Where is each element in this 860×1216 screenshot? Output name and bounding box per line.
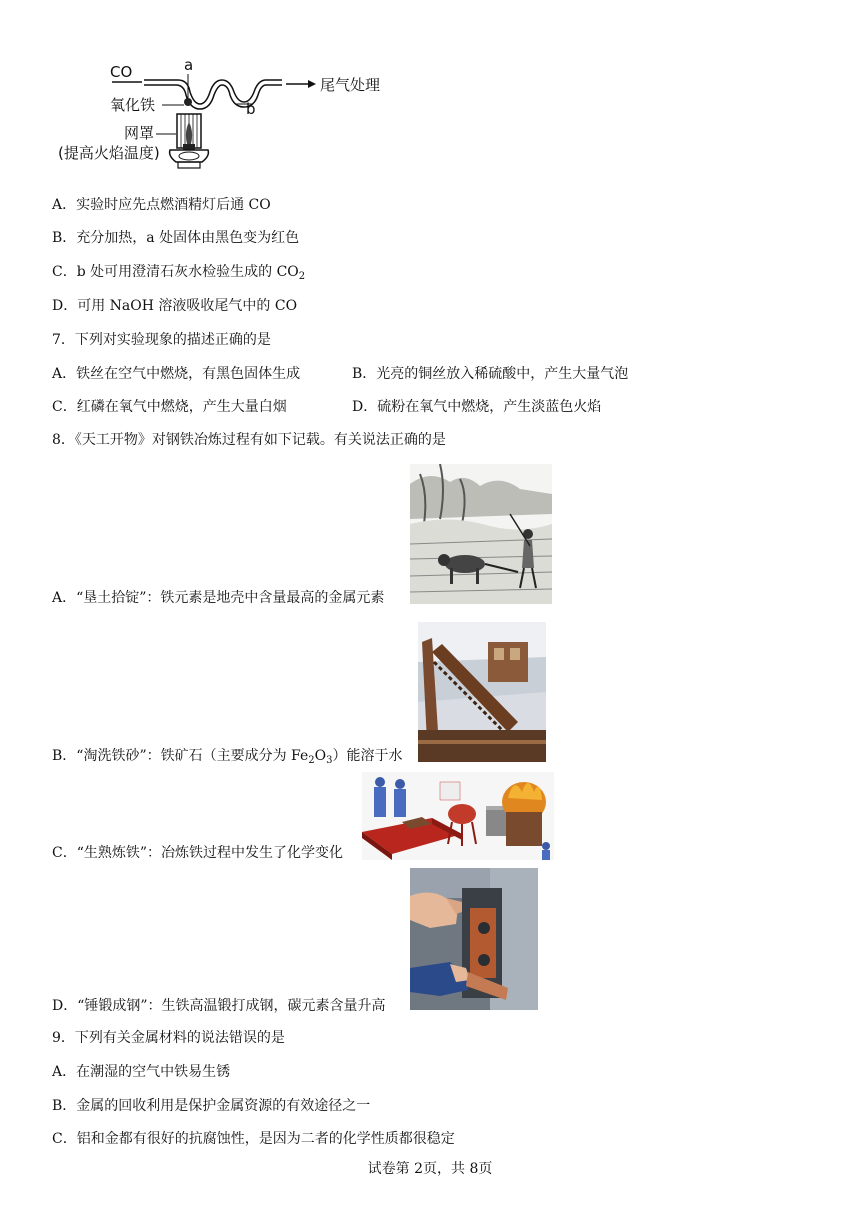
q7-option-d: D．硫粉在氧气中燃烧，产生淡蓝色火焰: [352, 399, 602, 415]
net-label: 网罩: [124, 124, 155, 142]
iron-oxide-label: 氧化铁: [110, 96, 156, 114]
b-label: b: [246, 100, 256, 118]
q6-option-c: [52, 262, 305, 282]
q6-option-a: A．实验时应先点燃酒精灯后通 CO: [52, 197, 271, 213]
q9-option-b: B．金属的回收利用是保护金属资源的有效途径之一: [52, 1098, 371, 1114]
apparatus-diagram: [50, 52, 390, 177]
q8-option-a: A．“垦土拾锭”：铁元素是地壳中含量最高的金属元素: [52, 590, 385, 606]
q6-option-c-text: C．b 处可用澄清石灰水检验生成的 CO: [52, 264, 299, 280]
q6-option-b: B．充分加热，a 处固体由黑色变为红色: [52, 230, 300, 246]
smelting-illustration: [362, 772, 554, 860]
q8-option-b-mid: O: [314, 748, 327, 764]
exhaust-label: 尾气处理: [320, 76, 381, 94]
co-label: CO: [110, 63, 133, 81]
q8-option-b-text: B．“淘洗铁砂”：铁矿石（主要成分为 Fe: [52, 748, 309, 764]
q9-option-c: C．铝和金都有很好的抗腐蚀性，是因为二者的化学性质都很稳定: [52, 1131, 455, 1147]
q6-option-d: D．可用 NaOH 溶液吸收尾气中的 CO: [52, 298, 298, 314]
q7-option-c: C．红磷在氧气中燃烧，产生大量白烟: [52, 399, 287, 415]
q8-option-b: [52, 746, 403, 766]
ore-washing-photo: [418, 622, 546, 762]
q6-option-c-sub: 2: [298, 271, 306, 282]
q8-option-b-sub2: 3: [326, 755, 333, 766]
plowing-illustration: [410, 464, 552, 604]
q7-option-b: B．光亮的铜丝放入稀硫酸中，产生大量气泡: [352, 366, 629, 382]
q8-option-b-sub1: 2: [308, 755, 315, 766]
q9-stem: 9．下列有关金属材料的说法错误的是: [52, 1030, 285, 1046]
q8-option-d: D．“锤锻成钢”：生铁高温锻打成钢，碳元素含量升高: [52, 998, 386, 1014]
q8-stem: 8．《天工开物》对钢铁冶炼过程有如下记载。有关说法正确的是: [52, 432, 446, 448]
q8-option-b-post: ）能溶于水: [332, 748, 403, 764]
forging-photo: [410, 868, 538, 1010]
q7-stem: 7．下列对实验现象的描述正确的是: [52, 332, 271, 348]
flame-label: (提高火焰温度): [58, 144, 160, 162]
page-footer: 试卷第 2页，共 8页: [367, 1161, 493, 1177]
q7-option-a: A．铁丝在空气中燃烧，有黑色固体生成: [52, 366, 301, 382]
q8-option-c: C．“生熟炼铁”：冶炼铁过程中发生了化学变化: [52, 845, 344, 861]
a-label: a: [184, 56, 194, 74]
q9-option-a: A．在潮湿的空气中铁易生锈: [52, 1064, 231, 1080]
